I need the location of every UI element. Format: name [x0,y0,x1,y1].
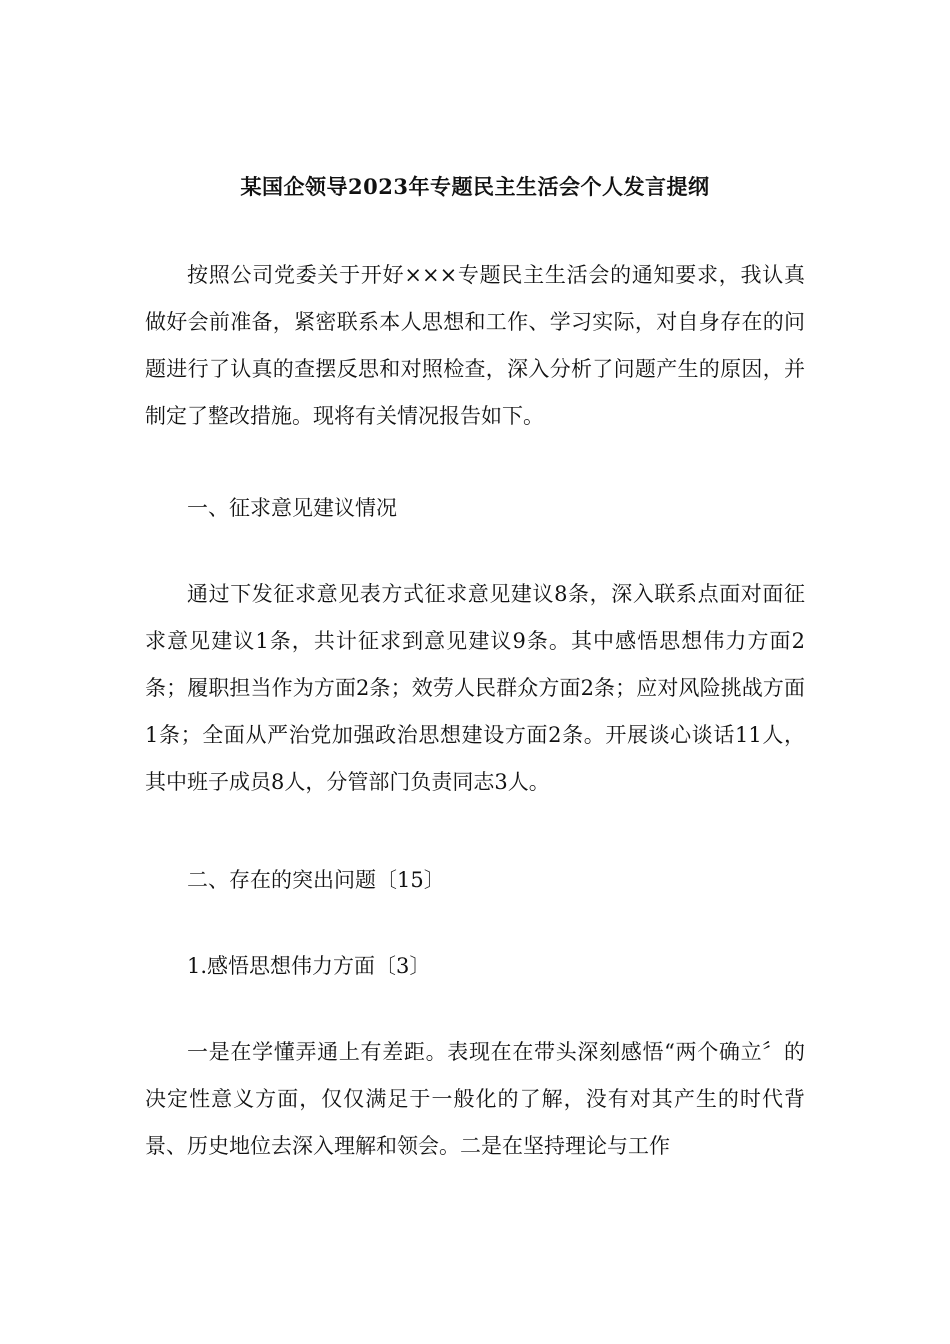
section-heading-2: 二、存在的突出问题〔15〕 [187,868,445,892]
subsection-heading-1: 1.感悟思想伟力方面〔3〕 [187,954,431,978]
subsection-1-paragraph: 一是在学懂弄通上有差距。表现在在带头深刻感悟“两个确立〞的决定性意义方面，仅仅满足于一般化的了解，没有对其产生的时代背景、历史地位去深入理解和领会。二是在坚持理论与工作 [145,1040,805,1158]
section-heading-1: 一、征求意见建议情况 [187,496,397,520]
document-title: 某国企领导2023年专题民主生活会个人发言提纲 [240,174,710,199]
intro-paragraph: 按照公司党委关于开好×××专题民主生活会的通知要求，我认真做好会前准备，紧密联系本人思想和工作、学习实际，对自身存在的问题进行了认真的查摆反思和对照检查，深入分析了问题产生的原因，并制定了整改措施。现将有关情况报告如下。 [145,263,805,428]
section-1-paragraph: 通过下发征求意见表方式征求意见建议8条，深入联系点面对面征求意见建议1条，共计征求到意见建议9条。其中感悟思想伟力方面2条；履职担当作为方面2条；效劳人民群众方面2条；应对风险挑战方面1条；全面从严治党加强政治思想建设方面2条。开展谈心谈话11人，其中班子成员8人，分管部门负责同志3人。 [145,582,805,794]
